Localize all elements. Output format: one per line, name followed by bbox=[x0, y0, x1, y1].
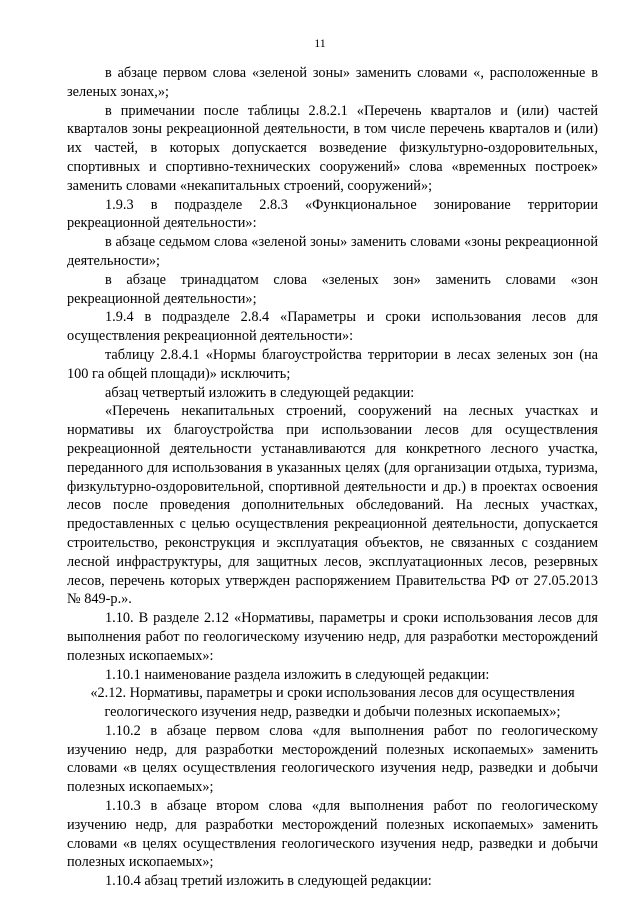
paragraph: 1.9.3 в подразделе 2.8.3 «Функциональное зонирование территории рекреационной деятельности»: bbox=[67, 196, 598, 232]
paragraph: в примечании после таблицы 2.8.2.1 «Перечень кварталов и (или) частей кварталов зоны рекреационной деятельности, в том числе перечень кварталов и (или) их частей, в которых допускается возведение физкультурно-оздоровительных, спортивных и спортивно-технических сооружений» слова «временных построек» заменить словами «некапитальных строений, сооружений»; bbox=[67, 102, 598, 194]
paragraph: таблицу 2.8.4.1 «Нормы благоустройства территории в лесах зеленых зон (на 100 га общей площади)» исключить; bbox=[67, 346, 598, 382]
paragraph: 1.10.2 в абзаце первом слова «для выполнения работ по геологическому изучению недр, для разработки месторождений полезных ископаемых» заменить словами «в целях осуществления геологического изучения недр, разведки и добычи полезных ископаемых»; bbox=[67, 722, 598, 796]
paragraph: в абзаце тринадцатом слова «зеленых зон» заменить словами «зон рекреационной деятельности»; bbox=[67, 271, 598, 307]
paragraph: в абзаце седьмом слова «зеленой зоны» заменить словами «зоны рекреационной деятельности»; bbox=[67, 234, 598, 269]
paragraph: «Перечень некапитальных строений, сооружений на лесных участках и нормативы их благоустройства при использовании лесов для осуществления рекреационной деятельности устанавливаются для конкретного лесного участка, переданного для использования в указанных целях (для организации отдыха, туризма, физкультурно-оздоровительной, спортивной деятельности и др.) в проектах освоения лесов после проведения дополнительных обследований. На лесных участках, предоставленных с целью осуществления рекреационной деятельности, допускается строительство, реконструкция и эксплуатация объектов, не связанных с созданием лесной инфраструктуры, для защитных лесов, эксплуатационных лесов, резервных лесов, перечень которых утвержден распоряжением Правительства РФ от 27.05.2013 № 849-р.». bbox=[67, 403, 598, 608]
paragraph: 1.10.3 в абзаце втором слова «для выполнения работ по геологическому изучению недр, для разработки месторождений полезных ископаемых» заменить словами «в целях осуществления геологического изучения недр, разведки и добычи полезных ископаемых»; bbox=[67, 798, 598, 871]
section-title: «2.12. Нормативы, параметры и сроки использования лесов для осуществления геологического изучения недр, разведки и добычи полезных ископаемых»; bbox=[90, 685, 575, 721]
page-number: 11 bbox=[314, 36, 326, 50]
paragraph: 1.10.4 абзац третий изложить в следующей редакции: bbox=[105, 873, 432, 890]
paragraph: абзац четвертый изложить в следующей редакции: bbox=[105, 384, 415, 401]
paragraph: 1.10. В разделе 2.12 «Нормативы, параметры и сроки использования лесов для выполнения работ по геологическому изучению недр, для разработки месторождений полезных ископаемых»: bbox=[67, 610, 598, 664]
paragraph: 1.10.1 наименование раздела изложить в следующей редакции: bbox=[105, 666, 490, 683]
document-body bbox=[67, 64, 598, 891]
paragraph: 1.9.4 в подразделе 2.8.4 «Параметры и сроки использования лесов для осуществления рекреационной деятельности»: bbox=[67, 309, 598, 345]
paragraph: в абзаце первом слова «зеленой зоны» заменить словами «, расположенные в зеленых зонах,»; bbox=[67, 65, 598, 100]
